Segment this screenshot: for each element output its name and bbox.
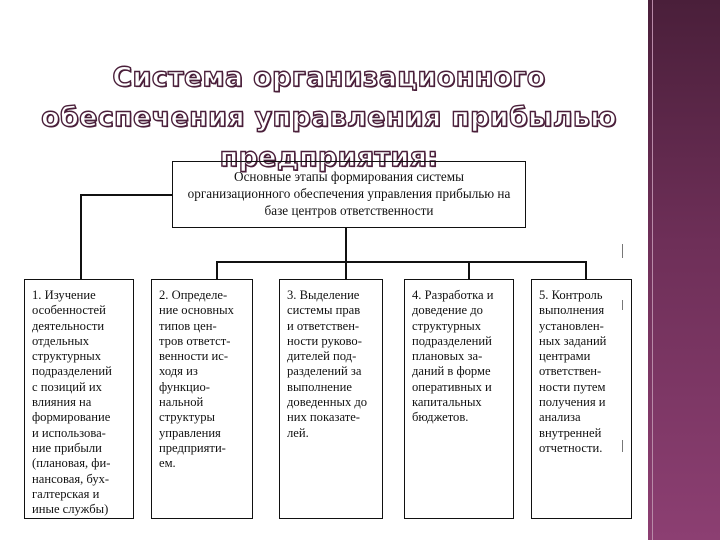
connector-trunk-vertical — [345, 228, 347, 262]
connector-drop-5 — [585, 261, 587, 279]
top-box-main-stages — [172, 161, 526, 228]
stage-box-3 — [279, 279, 383, 519]
connector-left-horizontal — [80, 194, 172, 196]
scan-edge-mark — [622, 440, 623, 452]
scan-edge-mark — [622, 244, 623, 258]
slide-title: Система организационного обеспечения управления прибылью предприятия: — [41, 62, 617, 173]
stage-box-5 — [531, 279, 632, 519]
stage-1-text: 1. Изучение особенностей деятельности отдельных структурных подразделений с позиций их влияния на формирование и использова- ние прибыли (плановая, фи- нансовая, бух- галтерская и иные службы) — [32, 288, 112, 517]
stage-3-text: 3. Выделение системы прав и ответствен- ности руково- дителей под- разделений за выполнение доведенных до них показате- лей. — [287, 288, 368, 440]
connector-left-vertical — [80, 194, 82, 280]
stage-4-text: 4. Разработка и доведение до структурных подразделений плановых за- даний в форме оперативных и капитальных бюджетов. — [412, 288, 494, 425]
decorative-side-bar — [642, 0, 720, 540]
scan-edge-mark — [622, 300, 623, 310]
stage-5-text: 5. Контроль выполнения установлен- ных заданий центрами ответствен- ности путем получения и анализа внутренней отчетности. — [539, 288, 607, 455]
connector-drop-2 — [216, 261, 218, 279]
stage-box-4 — [404, 279, 514, 519]
top-box-text: Основные этапы формирования системы организационного обеспечения управления прибылью на базе центров ответственности — [187, 169, 511, 218]
stage-box-2 — [151, 279, 253, 519]
stage-box-1 — [24, 279, 134, 519]
connector-bus-horizontal — [216, 261, 586, 263]
connector-drop-3 — [345, 261, 347, 279]
connector-drop-4 — [468, 261, 470, 279]
stage-2-text: 2. Определе- ние основных типов цен- тров ответст- венности ис- ходя из функцио- нальной структуры управления предприяти- ем. — [159, 288, 234, 471]
